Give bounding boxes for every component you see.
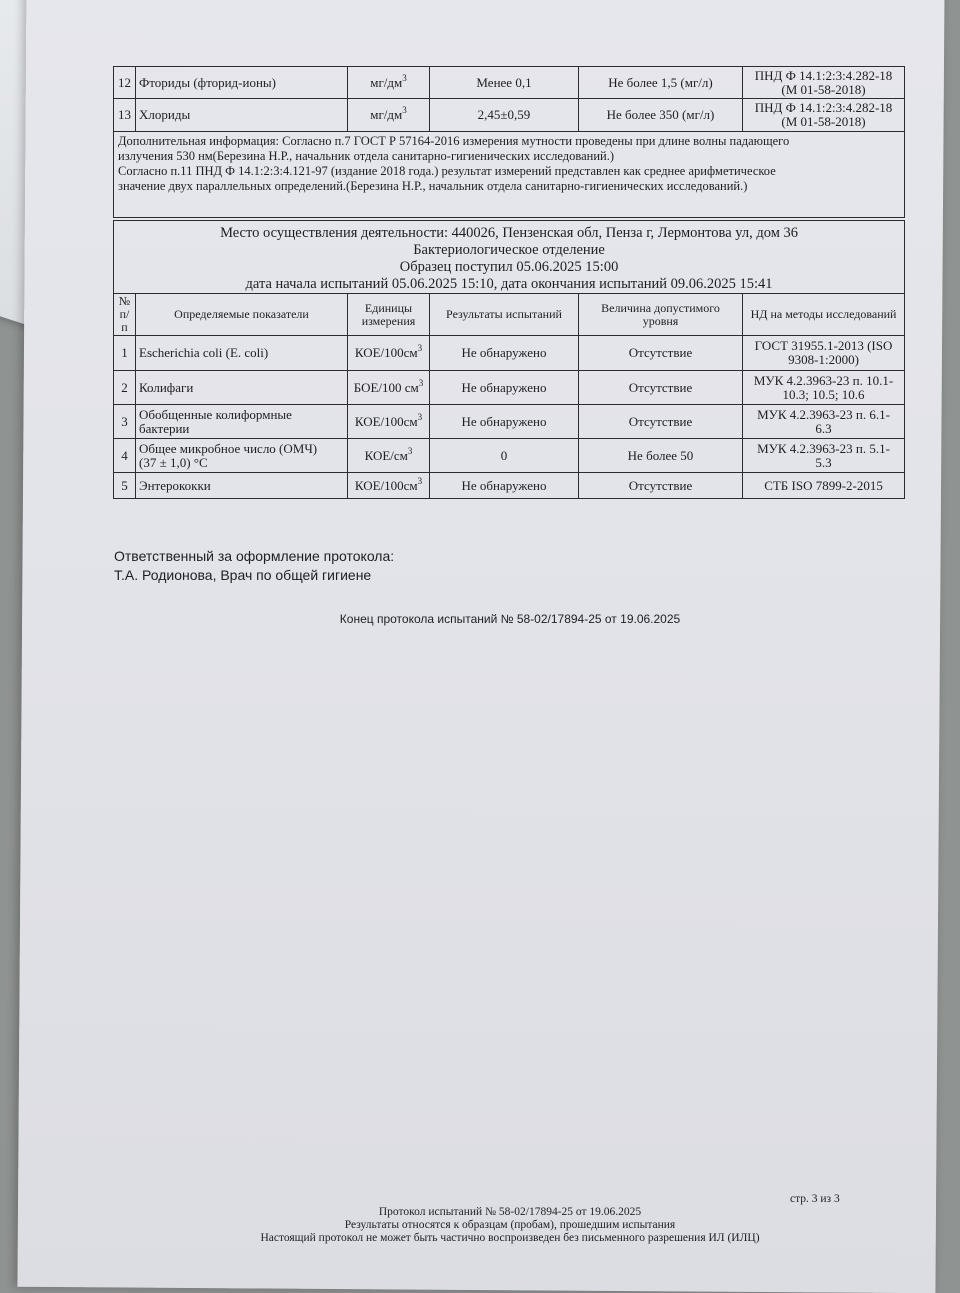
result-cell: 2,45±0,59 [430,99,579,132]
unit-text: БОЕ/100 см [353,379,419,395]
unit-text: мг/дм [370,107,403,122]
bacteriology-results-table [113,220,905,499]
header-number: № п/п [114,294,136,336]
unit-text: КОЕ/100см [354,345,418,360]
additional-info-line: излучения 530 нм(Березина Н.Р., начальник отдела санитарно-гигиенических исследований.) [118,149,615,163]
responsible-label: Ответственный за оформление протокола: [114,548,395,564]
limit-cell: Не более 1,5 (мг/л) [579,67,743,99]
testing-dates: дата начала испытаний 05.06.2025 15:10, дата окончания испытаний 09.06.2025 15:41 [245,276,773,292]
unit-text: КОЕ/100см [354,413,418,429]
result-cell: Не обнаружено [430,371,579,405]
method-cell [743,67,905,99]
sample-received: Образец поступил 05.06.2025 15:00 [399,259,619,275]
method-line: (М 01-58-2018) [781,81,866,97]
method-line: 9308-1:2000) [788,352,859,367]
method-cell [743,405,905,439]
page-number: стр. 3 из 3 [790,1193,840,1205]
footer-protocol: Протокол испытаний № 58-02/17894-25 от 19.06.2025 [378,1206,642,1218]
result-cell: Не обнаружено [430,405,579,439]
indicator-name [136,371,348,405]
end-of-protocol: Конец протокола испытаний № 58-02/17894-25 от 19.06.2025 [339,612,681,626]
result-cell: 0 [430,439,579,473]
method-line: МУК 4.2.3963-23 п. 6.1- [757,406,890,422]
chemistry-table-body [114,67,905,218]
header-method: НД на методы исследований [743,294,905,336]
header-result: Результаты испытаний [430,294,579,336]
limit-cell: Не более 350 (мг/л) [579,99,743,132]
limit-cell: Отсутствие [579,336,743,371]
additional-info-line: значение двух параллельных определений.(Березина Н.Р., начальник отдела санитарно-гигиенических исследований.) [118,179,748,193]
limit-cell: Не более 50 [579,439,743,473]
unit-superscript: 3 [417,475,423,486]
table-row [114,371,905,405]
table-row [114,405,905,439]
method-cell [743,371,905,405]
unit-cell [348,336,430,371]
method-line: (М 01-58-2018) [781,114,866,129]
unit-text: КОЕ/100см [354,477,418,493]
method-line: СТБ ISO 7899-2-2015 [764,477,883,493]
page-footer [0,1206,960,1245]
responsible-person-block [114,547,394,585]
method-cell [743,473,905,499]
table-row [114,67,905,99]
unit-superscript: 3 [402,105,407,115]
indicator-name: Фториды (фторид-ионы) [136,67,348,99]
method-line: 6.3 [815,420,832,436]
unit-superscript: 3 [417,411,423,422]
indicator-name [136,439,348,473]
unit-text: мг/дм [370,74,403,90]
method-line: 10.3; 10.5; 10.6 [782,386,865,402]
row-number: 5 [114,473,136,499]
additional-info-row [114,132,905,218]
method-line: ПНД Ф 14.1:2:3:4.282-18 [754,100,893,115]
unit-text: КОЕ/см [364,447,408,463]
row-number: 13 [114,99,136,132]
result-cell: Менее 0,1 [430,67,579,99]
unit-superscript: 3 [402,72,407,83]
row-number: 2 [114,371,136,405]
chemistry-results-table [113,66,905,218]
department-header [114,221,905,294]
method-line: ГОСТ 31955.1-2013 (ISO [754,338,893,353]
method-line: ПНД Ф 14.1:2:3:4.282-18 [754,67,893,83]
responsible-person: Т.А. Родионова, Врач по общей гигиене [114,567,372,583]
unit-cell [348,405,430,439]
row-number: 12 [114,67,136,99]
footer-results-note: Результаты относятся к образцам (пробам), прошедшим испытания [344,1219,676,1231]
indicator-line: Колифаги [139,379,194,395]
indicator-name [136,405,348,439]
method-line: МУК 4.2.3963-23 п. 5.1- [757,440,890,456]
header-limit: Величина допустимого уровня [579,294,743,336]
additional-info [114,132,905,218]
indicator-line: Общее микробное число (ОМЧ) [139,440,318,456]
indicator-line: (37 ± 1,0) °С [139,454,208,470]
indicator-name [136,336,348,371]
activity-address: Место осуществления деятельности: 440026, Пензенская обл, Пенза г, Лермонтова ул, дом 36 [220,225,799,241]
header-unit: Единицы измерения [348,294,430,336]
indicator-line: бактерии [139,420,190,436]
row-number: 4 [114,439,136,473]
limit-cell: Отсутствие [579,405,743,439]
row-number: 1 [114,336,136,371]
table-row [114,336,905,371]
table-row [114,439,905,473]
limit-cell: Отсутствие [579,371,743,405]
method-cell [743,99,905,132]
unit-superscript: 3 [417,343,423,353]
additional-info-line: Дополнительная информация: Согласно п.7 ГОСТ Р 57164-2016 измерения мутности проведены при длине волны падающего [118,134,790,148]
limit-cell: Отсутствие [579,473,743,499]
unit-cell [348,439,430,473]
table-header-row [114,294,905,336]
result-cell: Не обнаружено [430,473,579,499]
department-name: Бактериологическое отделение [413,242,605,258]
method-line: МУК 4.2.3963-23 п. 10.1- [753,372,894,388]
method-cell [743,336,905,371]
indicator-line: Escherichia coli (E. coli) [139,345,269,360]
unit-superscript: 3 [418,377,424,388]
row-number: 3 [114,405,136,439]
indicator-line: Обобщенные колиформные [139,406,292,422]
unit-cell [348,67,430,99]
header-indicator: Определяемые показатели [136,294,348,336]
method-line: 5.3 [815,454,832,470]
table-row [114,99,905,132]
indicator-name: Хлориды [136,99,348,132]
unit-cell [348,371,430,405]
footer-reproduction-note: Настоящий протокол не может быть частично воспроизведен без письменного разрешения ИЛ (ИЛЦ) [260,1232,760,1244]
unit-superscript: 3 [407,445,413,456]
department-header-row [114,221,905,294]
unit-cell [348,99,430,132]
indicator-name [136,473,348,499]
unit-cell [348,473,430,499]
result-cell: Не обнаружено [430,336,579,371]
method-cell [743,439,905,473]
indicator-line: Энтерококки [139,477,211,493]
table-row [114,473,905,499]
additional-info-line: Согласно п.11 ПНД Ф 14.1:2:3:4.121-97 (издание 2018 года.) результат измерений представлен как среднее арифметическое [118,164,776,178]
